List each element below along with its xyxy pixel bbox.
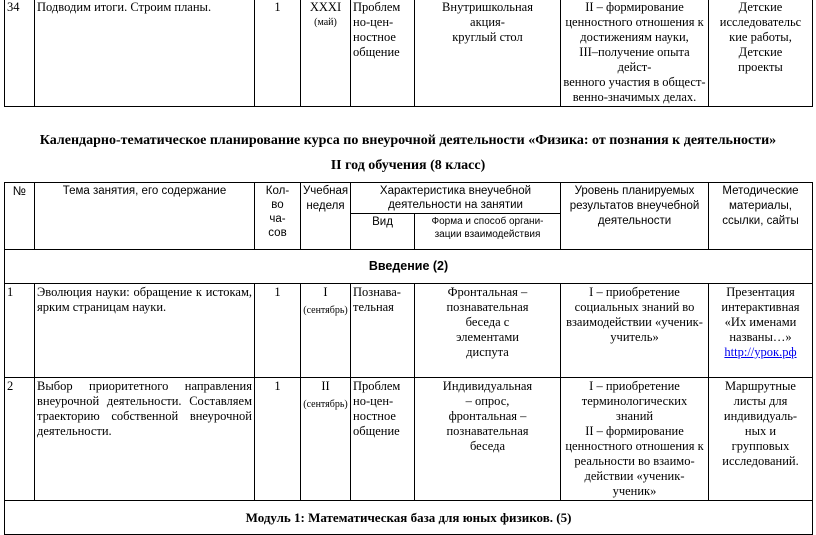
week-note: (май) [314, 17, 337, 28]
result-cell: I – приобретение терминологических знаний II – формирование ценностного отношения к реальности во взаимо- действии «ученик-ученик» [561, 378, 709, 501]
row-number: 34 [5, 0, 35, 107]
week-note: (сентябрь) [303, 399, 348, 410]
materials-text: Презентация интерактивная «Их именами названы…» [721, 285, 800, 344]
header-hours: Кол- во ча- сов [255, 183, 301, 250]
header-topic: Тема занятия, его содержание [35, 183, 255, 250]
page-title: Календарно-тематическое планирование курса по внеурочной деятельности «Физика: от познания к деятельности» [39, 133, 777, 148]
form-cell: Индивидуальная – опрос, фронтальная – познавательная беседа [415, 378, 561, 501]
form-cell: Фронтальная – познавательная беседа с элементами диспута [415, 284, 561, 378]
topic-cell: Подводим итоги. Строим планы. [35, 0, 255, 107]
row-number: 1 [5, 284, 35, 378]
header-num: № [5, 183, 35, 250]
header-form: Форма и способ органи- зации взаимодействия [415, 214, 561, 250]
resource-link[interactable]: http://урок.рф [724, 345, 797, 359]
header-kind: Вид [351, 214, 415, 250]
week-note: (сентябрь) [303, 305, 348, 316]
header-week: Учебная неделя [301, 183, 351, 250]
header-row [5, 183, 813, 214]
kind-cell: Познава- тельная [351, 284, 415, 378]
result-cell: II – формирование ценностного отношения к достижениям науки, III–получение опыта дейст- венного участия в общест- венно-значимых делах. [561, 0, 709, 107]
top-table [4, 0, 813, 107]
table-row [5, 284, 813, 378]
hours-cell: 1 [255, 0, 301, 107]
table-row [5, 0, 813, 107]
week-cell [301, 378, 351, 501]
row-number: 2 [5, 378, 35, 501]
materials-cell: Маршрутные листы для индивидуаль- ных и групповых исследований. [709, 378, 813, 501]
page-subtitle: II год обучения (8 класс) [330, 158, 486, 173]
section-row [5, 501, 813, 535]
materials-cell [709, 284, 813, 378]
topic-cell: Выбор приоритетного направления внеурочной деятельности. Составляем траекторию собственной внеурочной деятельности. [35, 378, 255, 501]
week-cell [301, 284, 351, 378]
hours-cell: 1 [255, 284, 301, 378]
table-row [5, 378, 813, 501]
topic-cell: Эволюция науки: обращение к истокам, ярким страницам науки. [35, 284, 255, 378]
week-number: II [321, 379, 330, 393]
section-intro: Введение (2) [5, 250, 813, 284]
plan-table [4, 182, 813, 535]
section-module: Модуль 1: Математическая база для юных физиков. (5) [5, 501, 813, 535]
week-number: XXXI [309, 0, 342, 14]
header-materials: Методические материалы, ссылки, сайты [709, 183, 813, 250]
result-cell: I – приобретение социальных знаний во взаимодействии «ученик- учитель» [561, 284, 709, 378]
materials-cell: Детские исследовательс кие работы, Детские проекты [709, 0, 813, 107]
header-result: Уровень планируемых результатов внеучебной деятельности [561, 183, 709, 250]
week-number: I [323, 285, 328, 299]
hours-cell: 1 [255, 378, 301, 501]
week-cell [301, 0, 351, 107]
kind-cell: Проблем но-цен- ностное общение [351, 0, 415, 107]
form-cell: Внутришкольная акция- круглый стол [415, 0, 561, 107]
kind-cell: Проблем но-цен- ностное общение [351, 378, 415, 501]
header-characteristic: Характеристика внеучебной деятельности на занятии [351, 183, 561, 214]
section-row [5, 250, 813, 284]
